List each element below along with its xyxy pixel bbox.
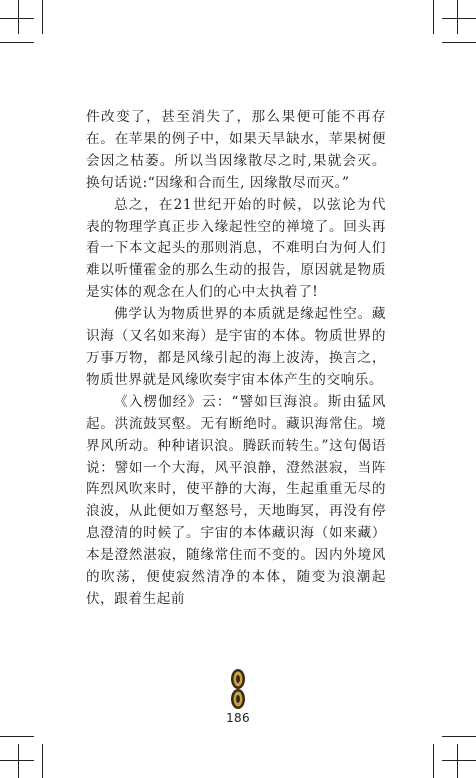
crop-mark-bottom-left-h2	[0, 760, 34, 761]
paragraph-4: 《入楞伽经》云：“譬如巨海浪。斯由猛风起。洪流鼓冥壑。无有断绝时。藏识海常住。境界风所动。种种诸识浪。腾跃而转生。”这句偈语说：譬如一个大海，风平浪静，澄然湛寂，当阵阵烈风吹来时，使平静的大海，生起重重无尽的浪波，从此便如万壑怒号，天地晦冥，再没有停息澄清的时候了。宇宙的本体藏识海（如来藏）本是澄然湛寂，随缘常住而不变的。因内外境风的吹荡，便使寂然清净的本体，随变为浪潮起伏，跟着生起前	[86, 393, 386, 607]
crop-mark-bottom-right-v2	[457, 744, 458, 778]
crop-mark-top-left-h1	[0, 18, 34, 19]
lotus-ornament-icon	[229, 668, 247, 710]
crop-mark-bottom-right-h1	[442, 736, 476, 737]
crop-mark-top-right-v2	[457, 0, 458, 34]
paragraph-3: 佛学认为物质世界的本质就是缘起性空。藏识海（又名如来海）是宇宙的本体。物质世界的万事万物，都是风缘引起的海上波涛，换言之，物质世界就是风缘吹奏宇宙本体产生的交响乐。	[86, 306, 386, 388]
crop-mark-top-left-v2	[42, 0, 43, 34]
crop-mark-bottom-left-h1	[0, 736, 34, 737]
crop-mark-bottom-right-v1	[433, 744, 434, 778]
crop-mark-bottom-right-h2	[442, 760, 476, 761]
crop-mark-top-left-v1	[18, 0, 19, 34]
paragraph-1: 件改变了，甚至消失了，那么果便可能不再存在。在苹果的例子中，如果天旱缺水，苹果树便会因之枯萎。所以当因缘散尽之时,果就会灭。换句话说:“因缘和合而生, 因缘散尽而灭。”	[86, 109, 386, 191]
body-text	[86, 107, 386, 611]
paragraph-2: 总之，在21世纪开始的时候，以弦论为代表的物理学真正步入缘起性空的禅境了。回头再看一下本文起头的那则消息，不难明白为何人们难以听懂霍金的那么生动的报告，原因就是物质是实体的观念在人们的心中太执着了!	[86, 196, 386, 301]
crop-mark-bottom-left-v1	[18, 744, 19, 778]
crop-mark-top-right-h2	[442, 42, 476, 43]
crop-mark-top-right-h1	[442, 18, 476, 19]
page-number: 186	[226, 711, 250, 725]
crop-mark-bottom-left-v2	[42, 744, 43, 778]
crop-mark-top-left-h2	[0, 42, 34, 43]
crop-mark-top-right-v1	[433, 0, 434, 34]
